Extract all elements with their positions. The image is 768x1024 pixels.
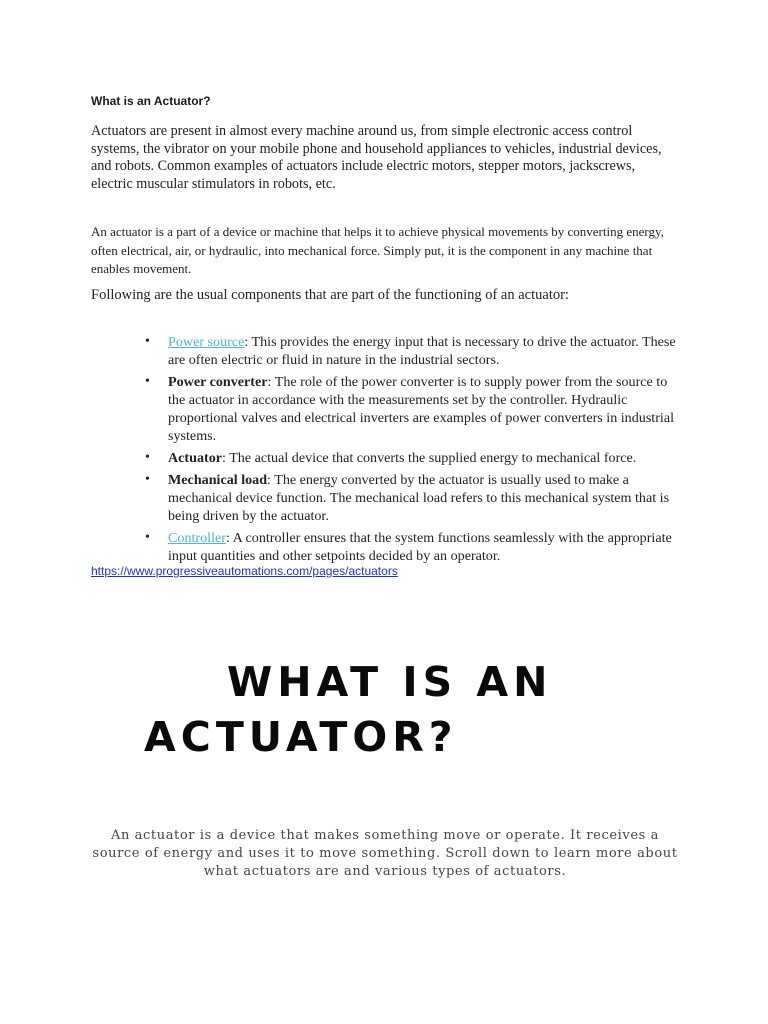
power-source-link[interactable]: Power source bbox=[168, 334, 245, 350]
intro-text: An actuator is a device that makes something move or operate. It receives a source of energy and uses it to move something. Scroll down to learn more about what actuators are and various types of actuators. bbox=[92, 828, 678, 879]
page-title-line2: ACTUATOR? bbox=[144, 713, 458, 761]
components-list bbox=[168, 333, 678, 569]
list-item-term: Actuator bbox=[168, 450, 223, 466]
list-item-controller bbox=[168, 529, 678, 565]
paragraph-definition: An actuator is a part of a device or machine that helps it to achieve physical movements by converting energy, often electrical, air, or hydraulic, into mechanical force. Simply put, it is the component in any machine that enables movement. bbox=[91, 224, 664, 276]
list-item-power-source bbox=[168, 333, 678, 369]
list-item-desc: : The role of the power converter is to supply power from the source to the actuator in accordance with the measurements set by the controller. Hydraulic proportional valves and electrical inverters are examples of power converters in industrial systems. bbox=[168, 374, 675, 444]
list-item-desc: : The actual device that converts the supplied energy to mechanical force. bbox=[222, 450, 637, 466]
list-item-mechanical-load bbox=[168, 471, 678, 525]
list-item-term: Mechanical load bbox=[168, 472, 268, 488]
list-item-desc: : The energy converted by the actuator is usually used to make a mechanical device function. The mechanical load refers to this mechanical system that is being driven by the actuator. bbox=[168, 472, 670, 524]
section-heading: What is an Actuator? bbox=[91, 94, 211, 108]
controller-link[interactable]: Controller bbox=[168, 530, 226, 546]
page-title-line1: WHAT IS AN bbox=[227, 658, 553, 706]
list-item-desc: : This provides the energy input that is necessary to drive the actuator. These are often electric or fluid in nature in the industrial sectors. bbox=[168, 334, 676, 368]
source-url-link[interactable]: https://www.progressiveautomations.com/pages/actuators bbox=[91, 564, 398, 578]
list-item-desc: : A controller ensures that the system functions seamlessly with the appropriate input quantities and other setpoints decided by an operator. bbox=[168, 530, 672, 564]
list-item-actuator bbox=[168, 449, 678, 467]
paragraph-components-lead: Following are the usual components that are part of the functioning of an actuator: bbox=[91, 287, 569, 303]
list-item-term: Power converter bbox=[168, 374, 268, 390]
paragraph-intro: Actuators are present in almost every machine around us, from simple electronic access control systems, the vibrator on your mobile phone and household appliances to vehicles, industrial devices, and robots. Common examples of actuators include electric motors, stepper motors, jackscrews, electric muscular stimulators in robots, etc. bbox=[91, 123, 662, 192]
list-item-power-converter bbox=[168, 373, 678, 445]
page-title bbox=[144, 655, 664, 765]
